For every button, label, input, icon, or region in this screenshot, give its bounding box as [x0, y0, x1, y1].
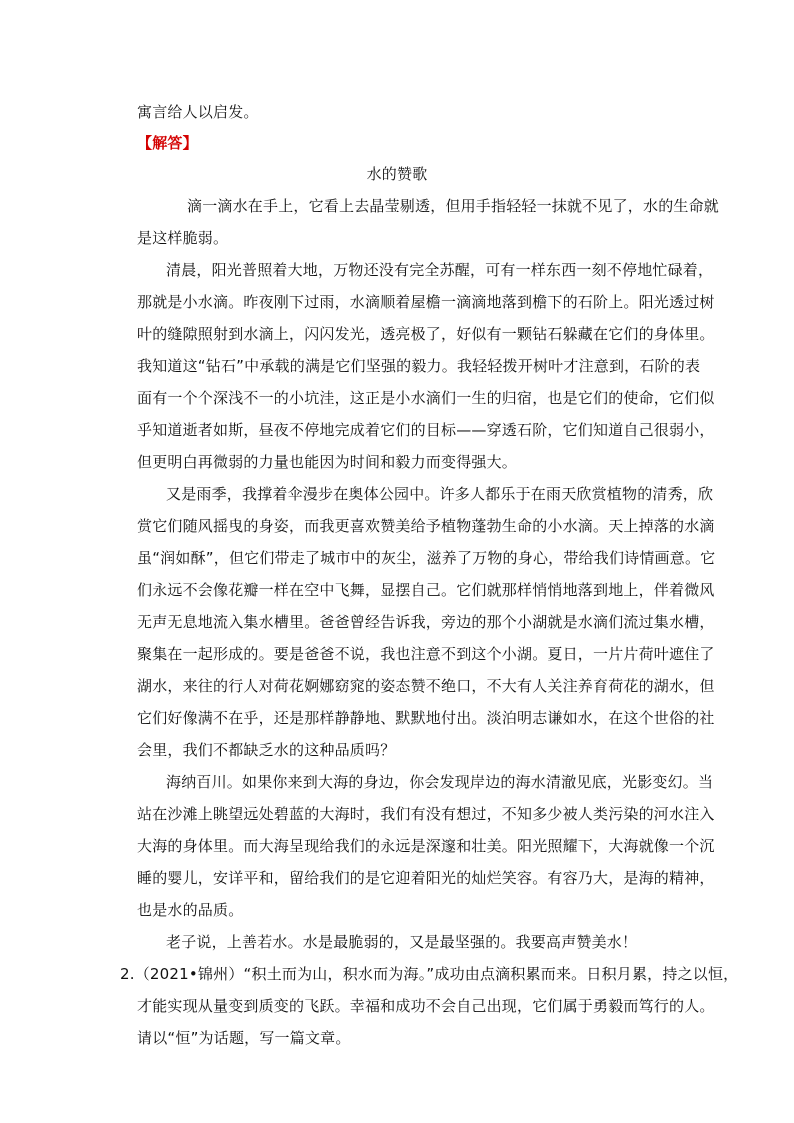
question-line: 才能实现从量变到质变的飞跃。幸福和成功不会自己出现，它们属于勇毅而笃行的人。 [137, 997, 715, 1015]
essay-line: 那就是小水滴。昨夜刚下过雨，水滴顺着屋檐一滴滴地落到檐下的石阶上。阳光透过树 [137, 293, 715, 311]
essay-line: 们永远不会像花瓣一样在空中飞舞，显摆自己。它们就那样悄悄地落到地上，伴着微风 [137, 581, 715, 599]
essay-line: 叶的缝隙照射到水滴上，闪闪发光，透亮极了，好似有一颗钻石躲藏在它们的身体里。 [137, 325, 715, 343]
essay-line: 老子说，上善若水。水是最脆弱的，又是最坚强的。我要高声赞美水！ [166, 933, 638, 951]
question-line: 2.（2021•锦州）“积土而为山，积水而为海。”成功由点滴积累而来。日积月累，持之以恒， [120, 965, 739, 983]
essay-line: 睡的婴儿，安详平和，留给我们的是它迎着阳光的灿烂笑容。有容乃大，是海的精神， [137, 869, 715, 887]
essay-line: 站在沙滩上眺望远处碧蓝的大海时，我们有没有想过，不知多少被人类污染的河水注入 [137, 805, 715, 823]
essay-line: 乎知道逝者如斯，昼夜不停地完成着它们的目标——穿透石阶，它们知道自己很弱小， [137, 421, 715, 439]
essay-line: 又是雨季，我撑着伞漫步在奥体公园中。许多人都乐于在雨天欣赏植物的清秀，欣 [166, 485, 714, 503]
essay-line: 清晨，阳光普照着大地，万物还没有完全苏醒，可有一样东西一刻不停地忙碌着， [166, 261, 714, 279]
essay-line: 会里，我们不都缺乏水的这种品质吗？ [137, 741, 396, 759]
essay-line: 赏它们随风摇曳的身姿，而我更喜欢赞美给予植物蓬勃生命的小水滴。天上掉落的水滴 [137, 517, 715, 535]
essay-line: 海纳百川。如果你来到大海的身边，你会发现岸边的海水清澈见底，光影变幻。当 [166, 773, 714, 791]
essay-line: 大海的身体里。而大海呈现给我们的永远是深邃和壮美。阳光照耀下，大海就像一个沉 [137, 837, 715, 855]
essay-line: 湖水，来往的行人对荷花婀娜窈窕的姿态赞不绝口，不大有人关注养育荷花的湖水，但 [137, 677, 715, 695]
essay-line: 我知道这“钻石”中承载的满是它们坚强的毅力。我轻轻拨开树叶才注意到，石阶的表 [137, 357, 701, 375]
essay-line: 面有一个个深浅不一的小坑洼，这正是小水滴们一生的归宿，也是它们的使命，它们似 [137, 389, 715, 407]
essay-line: 是这样脆弱。 [137, 229, 229, 247]
essay-line: 也是水的品质。 [137, 901, 244, 919]
essay-line: 聚集在一起形成的。要是爸爸不说，我也注意不到这个小湖。夏日，一片片荷叶遮住了 [137, 645, 715, 663]
essay-title: 水的赞歌 [366, 165, 428, 183]
intro-line: 寓言给人以启发。 [137, 103, 259, 121]
question-line: 请以“恒”为话题，写一篇文章。 [137, 1029, 351, 1047]
essay-line: 滴一滴水在手上，它看上去晶莹剔透，但用手指轻轻一抹就不见了，水的生命就 [187, 197, 720, 215]
answer-label: 【解答】 [137, 134, 198, 152]
essay-line: 虽“润如酥”，但它们带走了城市中的灰尘，滋养了万物的身心，带给我们诗情画意。它 [137, 549, 716, 567]
essay-line: 无声无息地流入集水槽里。爸爸曾经告诉我，旁边的那个小湖就是水滴们流过集水槽， [137, 613, 715, 631]
essay-line: 它们好像满不在乎，还是那样静静地、默默地付出。淡泊明志谦如水，在这个世俗的社 [137, 709, 715, 727]
essay-line: 但更明白再微弱的力量也能因为时间和毅力而变得强大。 [137, 453, 518, 471]
